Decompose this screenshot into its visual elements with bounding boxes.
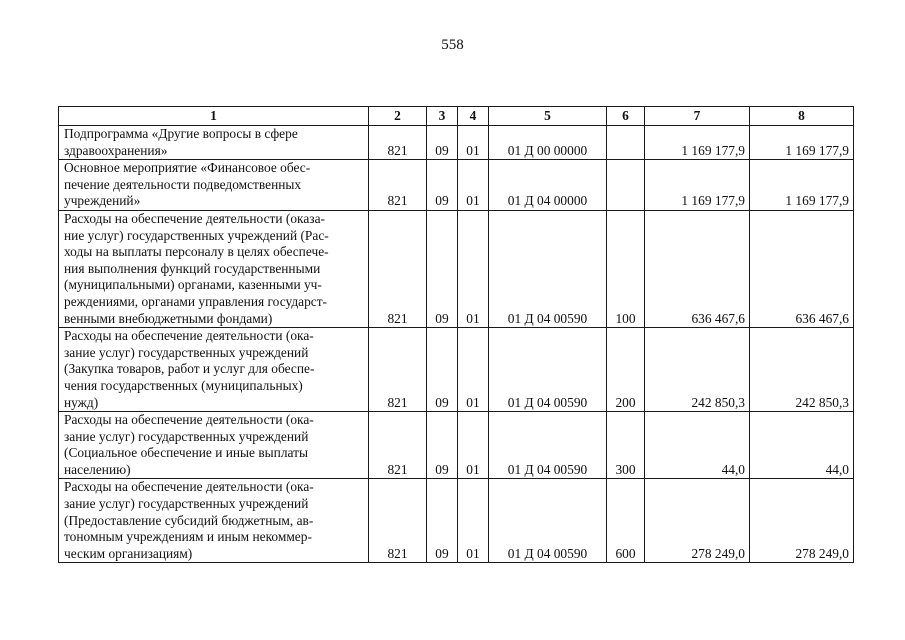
cell-name [59,328,369,412]
cell-name-line: Подпрограмма «Другие вопросы в сфере [64,126,298,141]
cell-amount-1: 1 169 177,9 [645,126,750,160]
cell-subsection: 01 [458,479,489,563]
col-header-3: 3 [427,107,458,126]
cell-name-line: тономным учреждениям и иным некоммер- [64,529,312,545]
cell-amount-1: 44,0 [645,412,750,479]
cell-amount-2: 44,0 [750,412,854,479]
cell-name-line: Расходы на обеспечение деятельности (ока- [64,479,314,495]
cell-expense-type: 200 [607,328,645,412]
cell-target-article: 01 Д 04 00590 [489,479,607,563]
table-row [59,412,854,479]
cell-name-line: Основное мероприятие «Финансовое обес- [64,160,311,176]
table-row [59,328,854,412]
cell-ved: 821 [369,210,427,327]
cell-subsection: 01 [458,328,489,412]
cell-name-line: (Предоставление субсидий бюджетным, ав- [64,512,314,528]
cell-amount-1: 1 169 177,9 [645,160,750,211]
cell-name-line: населению) [64,461,131,477]
cell-name-line: ходы на выплаты персоналу в целях обеспече- [64,244,329,260]
cell-target-article: 01 Д 04 00590 [489,210,607,327]
cell-expense-type [607,160,645,211]
cell-expense-type: 100 [607,210,645,327]
cell-amount-2: 636 467,6 [750,210,854,327]
cell-name-line: чения государственных (муниципальных) [64,377,303,393]
cell-name-line: ческим организациям) [64,545,193,561]
cell-section: 09 [427,210,458,327]
table-row [59,479,854,563]
cell-subsection: 01 [458,160,489,211]
cell-expense-type: 600 [607,479,645,563]
cell-name [59,210,369,327]
cell-subsection: 01 [458,126,489,160]
cell-name [59,412,369,479]
col-header-7: 7 [645,107,750,126]
cell-name-line: Расходы на обеспечение деятельности (оказа- [64,210,325,226]
col-header-4: 4 [458,107,489,126]
cell-section: 09 [427,412,458,479]
cell-section: 09 [427,479,458,563]
cell-name-line: реждениями, органами управления государст- [64,293,328,309]
cell-name [59,126,369,160]
cell-name-line: зание услуг) государственных учреждений [64,428,309,444]
table-row [59,126,854,160]
table-body [59,126,854,563]
cell-name-line: Расходы на обеспечение деятельности (ока- [64,412,314,428]
cell-target-article: 01 Д 04 00590 [489,328,607,412]
cell-name-line: ния выполнения функций государственными [64,260,321,276]
cell-section: 09 [427,160,458,211]
cell-name-line: Расходы на обеспечение деятельности (ока- [64,328,314,344]
col-header-1: 1 [59,107,369,126]
table-row [59,210,854,327]
cell-amount-2: 242 850,3 [750,328,854,412]
cell-amount-1: 278 249,0 [645,479,750,563]
cell-target-article: 01 Д 00 00000 [489,126,607,160]
cell-name-line: учреждений» [64,193,141,209]
col-header-2: 2 [369,107,427,126]
cell-section: 09 [427,328,458,412]
cell-ved: 821 [369,328,427,412]
cell-ved: 821 [369,126,427,160]
table-row [59,160,854,211]
col-header-8: 8 [750,107,854,126]
cell-section: 09 [427,126,458,160]
table-header-row [59,107,854,126]
page-number: 558 [441,37,464,53]
cell-name [59,160,369,211]
cell-name-line: (муниципальными) органами, казенными уч- [64,277,322,293]
cell-ved: 821 [369,160,427,211]
cell-amount-1: 242 850,3 [645,328,750,412]
cell-name-line: зание услуг) государственных учреждений [64,344,309,360]
cell-name-line: ние услуг) государственных учреждений (Рас- [64,227,329,243]
cell-name-line: зание услуг) государственных учреждений [64,496,309,512]
cell-target-article: 01 Д 04 00590 [489,412,607,479]
cell-ved: 821 [369,479,427,563]
col-header-5: 5 [489,107,607,126]
cell-target-article: 01 Д 04 00000 [489,160,607,211]
cell-name-line: печение деятельности подведомственных [64,176,302,192]
cell-name-line: венными внебюджетными фондами) [64,310,273,326]
cell-name-line: здравоохранения» [64,142,168,158]
cell-amount-2: 278 249,0 [750,479,854,563]
cell-expense-type: 300 [607,412,645,479]
col-header-6: 6 [607,107,645,126]
budget-table [58,106,854,563]
cell-amount-2: 1 169 177,9 [750,160,854,211]
cell-amount-1: 636 467,6 [645,210,750,327]
cell-expense-type [607,126,645,160]
cell-subsection: 01 [458,210,489,327]
cell-name-line: нужд) [64,394,99,410]
cell-name [59,479,369,563]
cell-subsection: 01 [458,412,489,479]
cell-ved: 821 [369,412,427,479]
cell-amount-2: 1 169 177,9 [750,126,854,160]
cell-name-line: (Социальное обеспечение и иные выплаты [64,445,308,461]
cell-name-line: (Закупка товаров, работ и услуг для обеспе- [64,361,315,377]
